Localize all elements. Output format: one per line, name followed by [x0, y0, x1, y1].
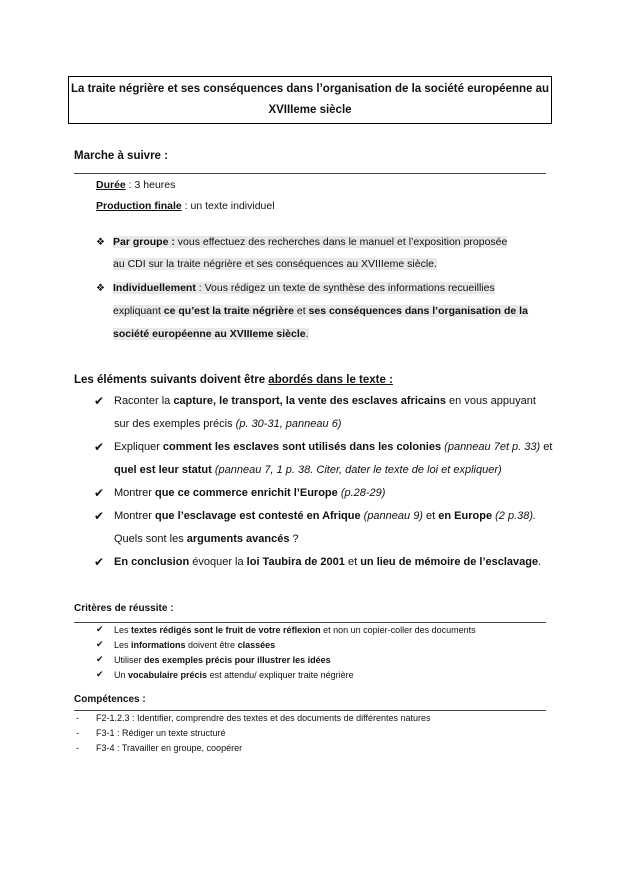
element-item-2-line-2	[114, 464, 502, 476]
elements-heading	[74, 374, 393, 386]
production-line	[96, 200, 275, 212]
criteres-heading: Critères de réussite :	[74, 603, 174, 614]
t: un lieu de mémoire de l’esclavage	[360, 556, 539, 568]
t: loi Taubira de 2001	[246, 556, 345, 568]
element-item-5-line-1	[114, 556, 541, 568]
t: textes rédigés sont le fruit de votre réflexion	[131, 625, 321, 635]
t: que ce commerce enrichit l’Europe	[154, 487, 338, 499]
t: arguments avancés	[186, 533, 290, 545]
critere-item-2	[114, 640, 275, 650]
dash-bullet-icon: -	[76, 713, 79, 723]
element-item-4-line-2	[114, 533, 299, 545]
t: (panneau 7et p. 33)	[441, 441, 541, 453]
checkmark-icon: ✔	[96, 669, 104, 679]
critere-item-1	[114, 625, 476, 635]
checkmark-icon: ✔	[94, 486, 105, 500]
indiv-line-2	[113, 305, 528, 317]
t: que l’esclavage est contesté en Afrique	[154, 510, 361, 522]
t: informations	[131, 640, 186, 650]
production-label: Production finale	[96, 200, 182, 212]
competence-item-1: F2-1.2.3 : Identifier, comprendre des textes et des documents de différentes natures	[96, 713, 431, 723]
t: (p. 30-31, panneau 6)	[235, 418, 342, 430]
t: en vous appuyant	[446, 395, 536, 407]
competences-divider	[74, 710, 546, 711]
criteres-divider	[74, 622, 546, 623]
element-item-1-line-1	[114, 395, 536, 407]
t: Expliquer	[114, 441, 163, 453]
t: En conclusion	[114, 556, 190, 568]
t: sur des exemples précis	[114, 418, 236, 430]
t: Montrer	[114, 510, 155, 522]
elements-heading-a: Les éléments suivants doivent être	[74, 374, 269, 386]
duree-value: : 3 heures	[125, 179, 176, 191]
element-item-2-line-1	[114, 441, 552, 453]
t: (p.28-29)	[337, 487, 386, 499]
t: Raconter la	[114, 395, 174, 407]
production-value: : un texte individuel	[181, 200, 275, 212]
indiv-label: Individuellement	[113, 282, 196, 294]
t: Utiliser	[114, 655, 145, 665]
title-line-2: XVIIIeme siècle	[268, 104, 352, 116]
competence-item-2: F3-1 : Rédiger un texte structuré	[96, 728, 226, 738]
t: et non un copier-coller des documents	[320, 625, 476, 635]
indiv-line-3	[113, 328, 309, 340]
t: .	[538, 556, 542, 568]
dash-bullet-icon: -	[76, 743, 79, 753]
t: doivent être	[185, 640, 238, 650]
competence-item-3: F3-4 : Travailler en groupe, coopérer	[96, 743, 243, 753]
t: Les	[114, 640, 132, 650]
title-box	[68, 76, 552, 124]
checkmark-icon: ✔	[94, 509, 105, 523]
elements-heading-b: abordés dans le texte :	[268, 374, 393, 386]
t: Les	[114, 625, 132, 635]
t: Quels sont les	[114, 533, 187, 545]
critere-item-3	[114, 655, 331, 665]
t: (panneau 7, 1 p. 38. Citer, dater le texte de loi et expliquer)	[211, 464, 502, 476]
groupe-label: Par groupe :	[113, 236, 175, 248]
duree-label: Durée	[96, 179, 126, 191]
groupe-line-1	[113, 236, 507, 248]
t: et	[422, 510, 439, 522]
competences-heading: Compétences :	[74, 694, 146, 705]
t: des exemples précis pour illustrer les idées	[144, 655, 331, 665]
t: capture, le transport, la vente des esclaves africains	[173, 395, 446, 407]
checkmark-icon: ✔	[96, 654, 104, 664]
indiv-line-1	[113, 282, 495, 294]
checkmark-icon: ✔	[96, 624, 104, 634]
t: est attendu/ expliquer traite négrière	[207, 670, 354, 680]
element-item-3-line-1	[114, 487, 385, 499]
t: vocabulaire précis	[128, 670, 208, 680]
marche-divider	[74, 173, 546, 174]
groupe-text-1: vous effectuez des recherches dans le manuel et l’exposition proposée	[174, 236, 508, 248]
title-line-1: La traite négrière et ses conséquences dans l’organisation de la société européenne au	[70, 83, 550, 95]
t: en Europe	[438, 510, 493, 522]
indiv-text-1: : Vous rédigez un texte de synthèse des informations recueillies	[195, 282, 495, 294]
t: (2 p.38).	[492, 510, 537, 522]
t: classées	[237, 640, 276, 650]
groupe-line-2: au CDI sur la traite négrière et ses conséquences au XVIIIeme siècle.	[113, 258, 437, 270]
indiv-text-2c: et	[293, 305, 309, 317]
indiv-text-3-end: .	[305, 328, 309, 340]
indiv-text-2b: ce qu’est la traite négrière	[163, 305, 294, 317]
indiv-text-2d: ses conséquences dans l’organisation de la	[308, 305, 528, 317]
t: quel est leur statut	[114, 464, 212, 476]
checkmark-icon: ✔	[94, 555, 105, 569]
t: (panneau 9)	[360, 510, 423, 522]
indiv-text-3: société européenne au XVIIIeme siècle	[113, 328, 306, 340]
checkmark-icon: ✔	[94, 440, 105, 454]
t: et	[344, 556, 361, 568]
critere-item-4	[114, 670, 354, 680]
t: Un	[114, 670, 129, 680]
element-item-1-line-2	[114, 418, 341, 430]
t: évoquer la	[189, 556, 247, 568]
dash-bullet-icon: -	[76, 728, 79, 738]
element-item-4-line-1	[114, 510, 536, 522]
t: ?	[289, 533, 299, 545]
duree-line	[96, 179, 175, 191]
t: Montrer	[114, 487, 155, 499]
t: comment les esclaves sont utilisés dans les colonies	[162, 441, 442, 453]
checkmark-icon: ✔	[96, 639, 104, 649]
indiv-text-2a: expliquant	[113, 305, 164, 317]
diamond-bullet-icon: ❖	[96, 237, 105, 248]
diamond-bullet-icon: ❖	[96, 283, 105, 294]
marche-heading: Marche à suivre :	[74, 150, 168, 162]
checkmark-icon: ✔	[94, 394, 105, 408]
t: et	[540, 441, 553, 453]
